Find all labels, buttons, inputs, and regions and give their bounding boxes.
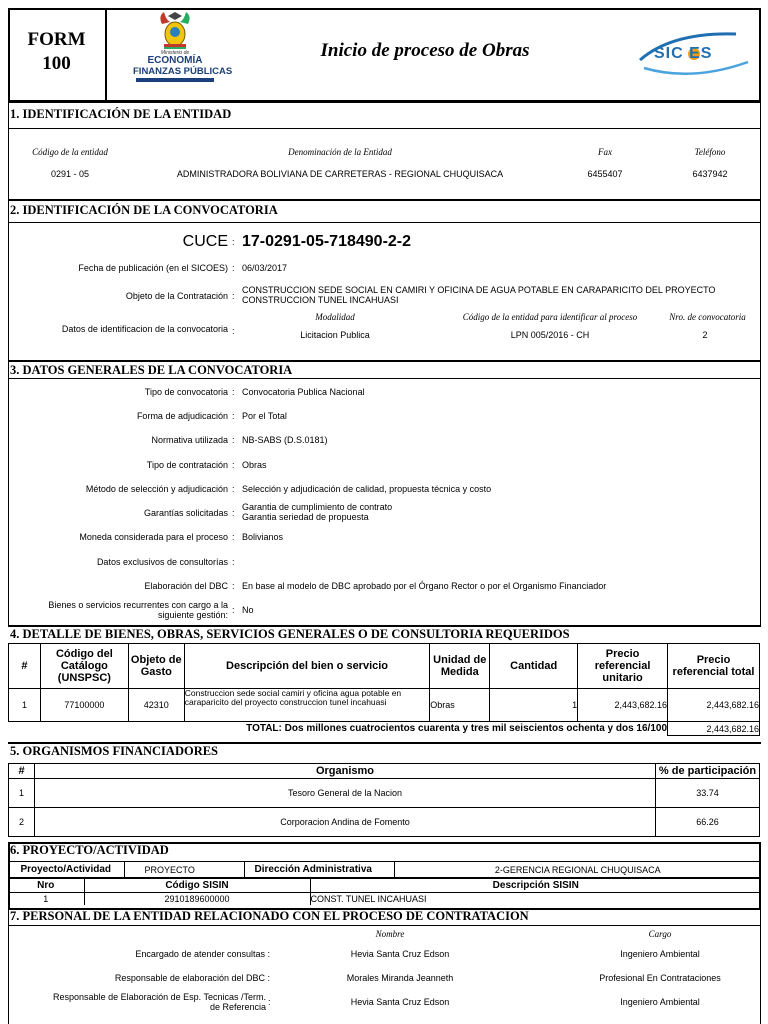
recurrentes-colon: : [232, 605, 235, 615]
section3-header-rule [8, 378, 761, 379]
staff-role-colon: : [268, 997, 271, 1007]
sisin-col-codigo: Código SISIN [84, 879, 310, 893]
header-nombre: Nombre [375, 929, 405, 939]
section4-title: 4. DETALLE DE BIENES, OBRAS, SERVICIOS GENERALES O DE CONSULTORIA REQUERIDOS [10, 627, 570, 641]
section3-right-border [760, 360, 761, 626]
staff-position: Profesional En Contrataciones [599, 973, 721, 983]
section1-header-rule [8, 128, 761, 129]
total-label: TOTAL: Dos millones cuatrocientos cuarenta y tres mil seiscientos ochenta y dos 16/100 [9, 722, 668, 736]
tipo-contratacion-label: Tipo de contratación [146, 460, 228, 470]
modalidad-value: Licitacion Publica [300, 330, 370, 340]
staff-role-label: Responsable de Elaboración de Esp. Tecnicas /Term. [53, 992, 266, 1002]
col-precio-total: Precio referencial total [668, 644, 760, 689]
consultorias-label: Datos exclusivos de consultorías [96, 557, 228, 567]
project-value: PROYECTO [124, 862, 244, 878]
garantia-cumplimiento: Garantia de cumplimiento de contrato [242, 502, 393, 512]
header-modalidad: Modalidad [315, 312, 355, 322]
table-row [8, 893, 761, 905]
staff-role-label: Responsable de elaboración del DBC : [114, 973, 270, 983]
item-unidad: Obras [430, 689, 490, 722]
consultorias-colon: : [232, 557, 235, 567]
staff-name: Hevia Santa Cruz Edson [350, 997, 450, 1007]
recurrentes-value: No [242, 605, 254, 615]
normativa-value: NB-SABS (D.S.0181) [242, 435, 328, 445]
header-codigo-proceso: Código de la entidad para identificar al proceso [462, 312, 638, 322]
page-title: Inicio de proceso de Obras [320, 40, 530, 61]
fecha-colon: : [232, 263, 235, 273]
datos-colon: : [232, 326, 235, 336]
sicoes-text: SIC ES [654, 45, 713, 62]
section7-right-border [760, 908, 761, 1024]
sisin-desc: CONST. TUNEL INCAHUASI [310, 893, 761, 905]
elaboracion-dbc-label: Elaboración del DBC [144, 581, 228, 591]
fecha-value: 06/03/2017 [242, 263, 288, 273]
sisin-codigo: 2910189600000 [84, 893, 310, 905]
staff-name: Hevia Santa Cruz Edson [350, 949, 450, 959]
project-table [8, 861, 761, 878]
sisin-col-desc: Descripción SISIN [310, 879, 761, 893]
section1-title: 1. IDENTIFICACIÓN DE LA ENTIDAD [10, 107, 232, 121]
moneda-colon: : [232, 532, 235, 542]
entity-phone: 6437942 [692, 169, 728, 179]
garantias-colon: : [232, 508, 235, 518]
col-precio-unitario: Precio referencial unitario [578, 644, 668, 689]
col-objeto-gasto: Objeto de Gasto [128, 644, 184, 689]
entity-fax: 6455407 [587, 169, 623, 179]
item-total: 2,443,682.16 [668, 689, 760, 722]
project-row [8, 862, 761, 878]
funding-col-num: # [9, 764, 35, 779]
header-fax: Fax [598, 147, 612, 157]
recurrentes-label: Bienes o servicios recurrentes con cargo a la [48, 600, 228, 610]
ministry-line2: ECONOMÍA [147, 55, 203, 66]
col-descripcion: Descripción del bien o servicio [184, 644, 430, 689]
tipo-contratacion-value: Obras [242, 460, 267, 470]
section3-title: 3. DATOS GENERALES DE LA CONVOCATORIA [10, 363, 293, 377]
direccion-label: Dirección Administrativa [244, 862, 394, 878]
section2-header-rule [8, 222, 761, 223]
cuce-value: 17-0291-05-718490-2-2 [242, 233, 412, 250]
header-telefono: Teléfono [694, 147, 726, 157]
section7-title: 7. PERSONAL DE LA ENTIDAD RELACIONADO CON EL PROCESO DE CONTRATACION [10, 909, 529, 923]
section5-title: 5. ORGANISMOS FINANCIADORES [10, 744, 219, 758]
coat-of-arms-icon [158, 10, 192, 50]
ministry-line3: FINANZAS PÚBLICAS [133, 66, 233, 77]
garantia-seriedad: Garantia seriedad de propuesta [242, 512, 369, 522]
recurrentes-label-line2: siguiente gestión: [157, 610, 228, 620]
section6-title: 6. PROYECTO/ACTIVIDAD [10, 843, 169, 857]
header-codigo-entidad: Código de la entidad [32, 147, 108, 157]
metodo-seleccion-label: Método de selección y adjudicación [85, 484, 228, 494]
codigo-proceso-value: LPN 005/2016 - CH [510, 330, 590, 340]
section7-header-rule [8, 925, 761, 926]
ministry-logo [133, 10, 233, 98]
tipo-contratacion-colon: : [232, 460, 235, 470]
staff-role-label-line2: de Referencia [209, 1002, 266, 1012]
section3-left-border [8, 360, 9, 626]
forma-adjudicacion-value: Por el Total [242, 411, 287, 421]
staff-role-label: Encargado de atender consultas : [135, 949, 270, 959]
section2-right-border [760, 199, 761, 361]
form-number: 100 [42, 53, 71, 74]
funding-col-pct: % de participación [656, 764, 760, 779]
fecha-label: Fecha de publicación (en el SICOES) [78, 263, 228, 273]
section1-top-rule [8, 101, 761, 103]
sisin-header [8, 879, 761, 893]
funding-col-org: Organismo [35, 764, 656, 779]
objeto-colon: : [232, 291, 235, 301]
cuce-label: CUCE [182, 233, 228, 250]
funding-table-header [9, 764, 760, 779]
staff-position: Ingeniero Ambiental [620, 997, 700, 1007]
tipo-convocatoria-label: Tipo de convocatoria [144, 387, 228, 397]
sisin-nro: 1 [8, 893, 84, 905]
funding-org: Tesoro General de la Nacion [35, 779, 656, 808]
form-label [10, 28, 103, 76]
item-unitario: 2,443,682.16 [578, 689, 668, 722]
total-row [9, 722, 760, 736]
forma-adjudicacion-label: Forma de adjudicación [136, 411, 228, 421]
section7-left-border [8, 908, 9, 1024]
header-denominacion: Denominación de la Entidad [288, 147, 392, 157]
col-cantidad: Cantidad [490, 644, 578, 689]
objeto-value: CONSTRUCCION SEDE SOCIAL EN CAMIRI Y OFICINA DE AGUA POTABLE EN CARAPARICITO DEL PROYECTO CONSTRUCCION TUNEL INCAHUASI [242, 285, 716, 305]
col-unidad: Unidad de Medida [430, 644, 490, 689]
item-catalogo: 77100000 [40, 689, 128, 722]
tipo-convocatoria-value: Convocatoria Publica Nacional [242, 387, 365, 397]
header-cargo: Cargo [648, 929, 672, 939]
project-label: Proyecto/Actividad [8, 862, 124, 878]
section3-top-rule [8, 360, 761, 362]
col-catalogo: Código del Catálogo (UNSPSC) [40, 644, 128, 689]
table-row [9, 779, 760, 808]
funding-pct: 66.26 [656, 808, 760, 837]
funding-org: Corporacion Andina de Fomento [35, 808, 656, 837]
forma-adjudicacion-colon: : [232, 411, 235, 421]
header-divider [105, 8, 107, 102]
funding-table [8, 763, 760, 837]
metodo-seleccion-colon: : [232, 484, 235, 494]
moneda-value: Bolivianos [242, 532, 284, 542]
ministry-underline [136, 78, 214, 82]
staff-position: Ingeniero Ambiental [620, 949, 700, 959]
metodo-seleccion-value: Selección y adjudicación de calidad, propuesta técnica y costo [242, 484, 492, 494]
entity-code: 0291 - 05 [50, 169, 90, 179]
sicoes-logo [632, 26, 757, 82]
items-table-header [9, 644, 760, 689]
item-num: 1 [9, 689, 41, 722]
section1-right-border [760, 101, 761, 201]
item-objeto: 42310 [128, 689, 184, 722]
objeto-label: Objeto de la Contratación [125, 291, 228, 301]
section1-left-border [8, 101, 9, 201]
total-value: 2,443,682.16 [668, 722, 760, 736]
funding-num: 2 [9, 808, 35, 837]
normativa-colon: : [232, 435, 235, 445]
section2-title: 2. IDENTIFICACIÓN DE LA CONVOCATORIA [10, 203, 278, 217]
form-label-line1: FORM [27, 29, 86, 50]
sisin-table [8, 878, 761, 905]
table-row [9, 808, 760, 837]
header-nro-convocatoria: Nro. de convocatoria [669, 312, 746, 322]
datos-label: Datos de identificacion de la convocatoria [61, 324, 228, 334]
normativa-label: Normativa utilizada [151, 435, 228, 445]
section2-top-rule [8, 199, 761, 201]
item-cantidad: 1 [490, 689, 578, 722]
items-table [8, 643, 760, 736]
col-num: # [9, 644, 41, 689]
entity-name: ADMINISTRADORA BOLIVIANA DE CARRETERAS - REGIONAL CHUQUISACA [176, 169, 504, 179]
cuce-colon: : [232, 237, 235, 247]
table-row [9, 689, 760, 722]
elaboracion-dbc-value: En base al modelo de DBC aprobado por el Órgano Rector o por el Organismo Financiador [242, 581, 607, 591]
moneda-label: Moneda considerada para el proceso [79, 532, 228, 542]
sisin-col-nro: Nro [8, 879, 84, 893]
tipo-convocatoria-colon: : [232, 387, 235, 397]
section2-left-border [8, 199, 9, 361]
funding-pct: 33.74 [656, 779, 760, 808]
garantias-label: Garantías solicitadas [143, 508, 228, 518]
item-descripcion: Construccion sede social camiri y oficina agua potable en caraparicito del proyecto construccion tunel incahuasi [184, 689, 430, 722]
nro-convocatoria-value: 2 [702, 330, 708, 340]
funding-num: 1 [9, 779, 35, 808]
direccion-value: 2-GERENCIA REGIONAL CHUQUISACA [394, 862, 761, 878]
staff-name: Morales Miranda Jeanneth [346, 973, 454, 983]
elaboracion-dbc-colon: : [232, 581, 235, 591]
ministry-line1: Ministerio de [160, 50, 190, 56]
